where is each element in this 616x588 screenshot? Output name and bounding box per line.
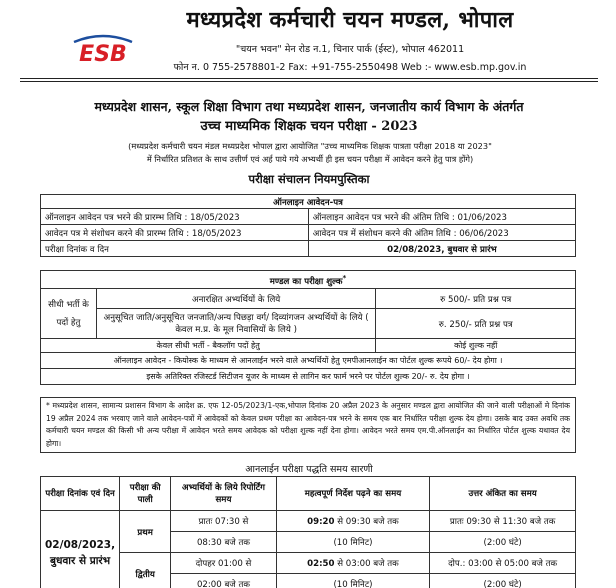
header-divider-thin — [20, 81, 598, 82]
col-header-instructions: महत्वपूर्ण निर्देश पढ़ने का समय — [276, 477, 430, 511]
instruction-end: से 09:30 बजे तक — [334, 517, 399, 527]
col-header-shift: परीक्षा की पाली — [120, 477, 171, 511]
schedule-title: आनलाईन परीक्षा पद्धति समय सारणी — [245, 464, 373, 475]
esb-logo — [72, 28, 134, 68]
table-row — [41, 369, 576, 385]
table-row — [41, 511, 576, 532]
answer-time: दोप.: 03:00 से 05:00 बजे तक — [430, 553, 576, 574]
exam-schedule-table — [40, 476, 576, 588]
exam-title: उच्च माध्यमिक शिक्षक चयन परीक्षा - 2023 — [200, 119, 418, 134]
table-row — [41, 209, 576, 225]
application-dates-table — [40, 194, 576, 257]
eligibility-note-line2: में निर्धारित प्रतिशत के साथ उत्तीर्ण एवं अर्ह पाये गये अभ्यर्थी ही इस चयन परीक्षा में आवेदन करने हेतु पात्र होंगे) — [146, 154, 474, 164]
col-header-answer-time: उत्तर अंकित का समय — [430, 477, 576, 511]
fee-amount: रु. 250/- प्रति प्रश्न पत्र — [376, 309, 576, 339]
shift-name: प्रथम — [120, 511, 171, 553]
letterhead — [0, 0, 616, 80]
backlog-fee: कोई शुल्क नहीं — [376, 339, 576, 353]
fee-title-mark: * — [342, 272, 347, 282]
shift-name: द्वितीय — [120, 553, 171, 588]
fee-category: अनुसूचित जाति/अनुसूचित जनजाति/अन्य पिछड़ा वर्ग/ दिव्यांगजन अभ्यर्थियों के लिये ( केवल म.प्र. के मूल निवासियों के लिये ) — [96, 309, 375, 339]
fee-title-text: मण्डल का परीक्षा शुल्क — [269, 276, 343, 287]
answer-duration: (2:00 घंटे) — [430, 532, 576, 553]
table-row — [41, 241, 576, 257]
table-row — [41, 353, 576, 369]
table-row — [41, 225, 576, 241]
org-address: "चयन भवन" मेन रोड न.1, चिनार पार्क (ईस्ट), भोपाल 462011 — [235, 44, 465, 55]
instruction-time — [276, 511, 430, 532]
instruction-end: से 03:00 बजे तक — [334, 559, 399, 569]
org-contact: फोन न. 0 755-2578801-2 Fax: +91-755-2550498 Web :- www.esb.mp.gov.in — [173, 62, 527, 73]
table-row — [41, 289, 576, 309]
table-row — [41, 309, 576, 339]
kiosk-fee-note: ऑनलाइन आवेदन - कियोस्क के माध्यम से आनलाईन भरने वाले अभ्यर्थियों हेतु एमपीआनलाईन का पोर्टल शुल्क रूपये 60/- देय होगा । — [41, 353, 576, 369]
edit-end-date: आवेदन पत्र में संशोधन करने की अंतिम तिथि : 06/06/2023 — [308, 225, 575, 241]
backlog-label: केवल सीधी भर्ती - बैकलॉग पदों हेतु — [41, 339, 376, 353]
reporting-time: 08:30 बजे तक — [171, 532, 276, 553]
col-header-date: परीक्षा दिनांक एवं दिन — [41, 477, 120, 511]
fee-table-title — [41, 271, 576, 289]
instruction-time — [276, 553, 430, 574]
table-header-row — [41, 477, 576, 511]
apply-end-date: ऑनलाइन आवेदन पत्र भरने की अंतिम तिथि : 01/06/2023 — [308, 209, 575, 225]
eligibility-note — [40, 140, 580, 166]
instruction-start: 02:50 — [307, 559, 335, 569]
department-line: मध्यप्रदेश शासन, स्कूल शिक्षा विभाग तथा मध्यप्रदेश शासन, जनजातीय कार्य विभाग के अंतर्गत — [94, 99, 524, 114]
rulebook-heading: परीक्षा संचालन नियमपुस्तिका — [248, 172, 370, 186]
dates-section-head: ऑनलाइन आवेदन-पत्र — [41, 195, 576, 209]
reporting-time: प्रातः 07:30 से — [171, 511, 276, 532]
header-divider — [20, 78, 598, 79]
schedule-date: 02/08/2023, बुधवार से प्रारंभ — [41, 511, 120, 588]
answer-time: प्रातः 09:30 से 11:30 बजे तक — [430, 511, 576, 532]
table-row — [41, 553, 576, 574]
citizen-fee-note: इसके अतिरिक्त रजिस्टर्ड सिटीजन यूजर के माध्यम से लागिन कर फार्म भरने पर पोर्टल शुल्क 20/- रु. देय होगा । — [41, 369, 576, 385]
direct-recruitment-label: सीधी भर्ती के पदों हेतु — [41, 289, 97, 339]
exam-date-label: परीक्षा दिनांक व दिन — [41, 241, 309, 257]
instruction-duration: (10 मिनिट) — [276, 532, 430, 553]
eligibility-note-line1: (मध्यप्रदेश कर्मचारी चयन मंडल मध्यप्रदेश भोपाल द्वारा आयोजित "उच्च माध्यमिक शिक्षक पात्रता परीक्षा 2018 या 2023" — [128, 141, 492, 151]
table-row — [41, 339, 576, 353]
exam-fee-table — [40, 270, 576, 385]
instruction-start: 09:20 — [307, 517, 335, 527]
answer-duration: (2:00 घंटे) — [430, 574, 576, 588]
fee-exemption-note: * मध्यप्रदेश शासन, सामान्य प्रशासन विभाग के आदेश क्र. एफ 12-05/2023/1-एक,भोपाल दिनांक 20 अप्रैल 2023 के अनुसार मण्डल द्वारा आयोजित की जाने वाली परीक्षाओं मे दिनांक 19 अप्रैल 2024 तक भरवाए जाने वाले आवेदन-पत्रों में आवेदकों को केवल प्रथम परीक्षा का आवेदन-पत्र भरने के समय एक बार निर्धारित परीक्षा शुल्क देय होगा। उसके बाद उक्त अवधि तक कर्मचारी चयन मण्डल की किसी भी अन्य परीक्षा में आवेदन भरते समय आवेदक को परीक्षा शुल्क नहीं देना होगा। आवेदन भरते समय एम.पी.ऑनलाईन का निर्धारित पोर्टल शुल्क यथावत देय होगा। — [40, 397, 576, 453]
reporting-time: दोपहर 01:00 से — [171, 553, 276, 574]
col-header-reporting: अभ्यर्थियों के लिये रिपोर्टिंग समय — [171, 477, 276, 511]
fee-category: अनारक्षित अभ्यर्थियों के लिये — [96, 289, 375, 309]
instruction-duration: (10 मिनिट) — [276, 574, 430, 588]
edit-start-date: आवेदन पत्र मे संशोधन करने की प्रारम्भ तिथि : 18/05/2023 — [41, 225, 309, 241]
exam-date-value: 02/08/2023, बुधवार से प्रारंभ — [308, 241, 575, 257]
fee-amount: रु 500/- प्रति प्रश्न पत्र — [376, 289, 576, 309]
apply-start-date: ऑनलाइन आवेदन पत्र भरने की प्रारम्भ तिथि : 18/05/2023 — [41, 209, 309, 225]
logo-text: ESB — [79, 42, 127, 67]
reporting-time: 02:00 बजे तक — [171, 574, 276, 588]
org-title: मध्यप्रदेश कर्मचारी चयन मण्डल, भोपाल — [186, 7, 514, 33]
